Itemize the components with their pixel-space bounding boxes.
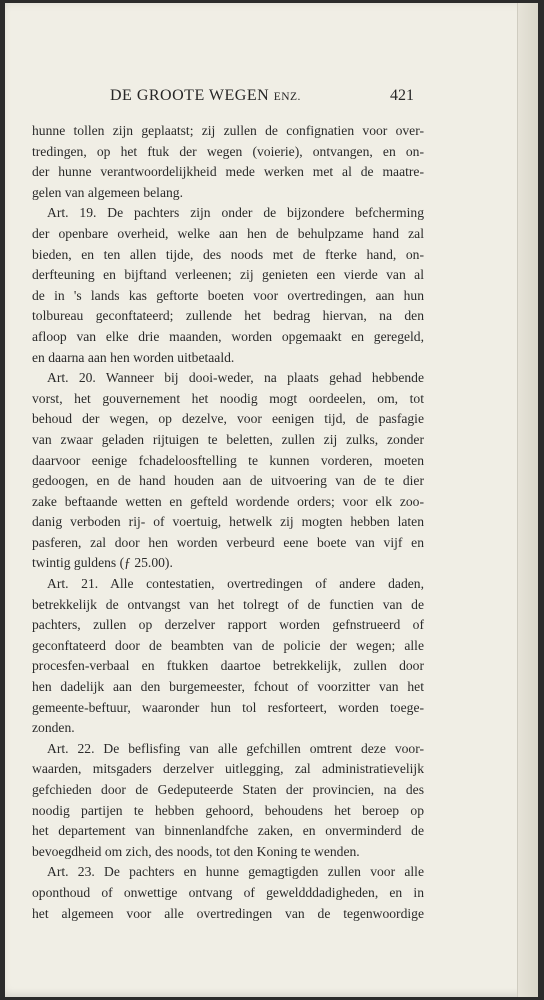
text-line: behoud der wegen, op dezelve, voor eenigen tijd, de pasfagie <box>32 411 424 427</box>
page-edge <box>517 3 538 997</box>
article-20-start: Art. 20. Wanneer bij dooi-weder, na plaats gehad hebbende <box>47 370 424 386</box>
text-line: daarvoor eenige fchadeloosftelling te kunnen vorderen, moeten <box>32 452 424 468</box>
running-title-suffix: ENZ. <box>273 91 301 103</box>
text-line: het algemeen voor alle overtredingen van de tegenwoordige <box>32 905 424 921</box>
text-line: oponthoud of onwettige ontvang of geweldddadigheden, en in <box>32 884 424 900</box>
text-line: afloop van elke drie maanden, worden opgemaakt en geregeld, <box>32 328 424 344</box>
text-line: betrekkelijk de ontvangst van het tolregt of de functien van de <box>32 596 424 612</box>
text-line: der openbare overheid, welke aan hen de behulpzame hand zal <box>32 225 424 241</box>
text-line: danig verboden rij- of voertuig, hetwelk zij mogten hebben laten <box>32 514 424 530</box>
text-line: hunne tollen zijn geplaatst; zij zullen de confignatien voor over- <box>32 123 424 138</box>
text-line: tredingen, op het ftuk der wegen (voierie), ontvangen, en on- <box>32 143 424 159</box>
text-line: gemeente-beftuur, waaronder hun tol resforteert, worden toege- <box>32 699 424 715</box>
text-line: derfteuning en bijftand verleenen; zij genieten een vierde van al <box>32 267 424 283</box>
text-line: bevoegdheid om zich, des noods, tot den Koning te wenden. <box>32 843 360 859</box>
text-line: vorst, het gouvernement het noodig mogt oordeelen, om, tot <box>32 390 424 406</box>
text-line: pachters, zullen op derzelver rapport worden gefnstrueerd of <box>32 617 424 633</box>
text-line: procesfen-verbaal en ftukken daartoe betrekkelijk, zullen door <box>32 658 424 674</box>
article-23-start: Art. 23. De pachters en hunne gemagtigden zullen voor alle <box>47 864 424 880</box>
article-19-start: Art. 19. De pachters zijn onder de bijzondere befcherming <box>47 205 424 221</box>
text-line: der hunne verantwoordelijkheid mede werken met al de maatre- <box>32 164 424 180</box>
text-line: tolbureau geconftateerd; zullende het bedrag hiervan, na den <box>32 308 424 324</box>
text-line: van zwaar geladen rijtuigen te beletten, zullen zij zulks, zonder <box>32 431 424 447</box>
body-text <box>32 121 424 924</box>
text-line: gedoogen, en de hand houden aan de uitvoering van de te dier <box>32 473 424 489</box>
text-line: bieden, en ten allen tijde, des noods met de fterke hand, on- <box>32 246 424 262</box>
running-title <box>110 87 301 105</box>
text-line: pasferen, zal door hen worden verbeurd eene boete van vijf en <box>32 534 424 550</box>
text-line: gefchieden door de Gedeputeerde Staten der provincien, na des <box>32 782 424 797</box>
text-line: het departement van binnenlandfche zaken, en onverminderd de <box>32 823 424 839</box>
text-line: waarden, mitsgaders derzelver uitlegging, zal administratievelijk <box>32 761 424 777</box>
page-header <box>110 87 432 109</box>
text-line: geconftateerd door de beambten van de policie der wegen; alle <box>32 637 424 653</box>
text-line: noodig partijen te hebben gehoord, behoudens het beroep op <box>32 802 424 818</box>
text-line: hen dadelijk aan den burgemeester, fchout of voorzitter van het <box>32 679 424 695</box>
text-line: twintig guldens (ƒ 25.00). <box>32 555 173 571</box>
text-line: gelen van algemeen belang. <box>32 184 183 200</box>
page-number: 421 <box>390 87 414 104</box>
text-line: zake beftaande wetten en gefteld wordende orders; voor elk zoo- <box>32 493 424 509</box>
text-line: en daarna aan hen worden uitbetaald. <box>32 349 235 365</box>
running-title-text: DE GROOTE WEGEN <box>110 87 270 104</box>
text-line: de in 's lands kas geftorte boeten voor overtredingen, aan hun <box>32 287 424 303</box>
article-22-start: Art. 22. De beflisfing van alle gefchillen omtrent deze voor- <box>47 740 424 756</box>
article-21-start: Art. 21. Alle contestatien, overtredingen of andere daden, <box>47 576 424 592</box>
text-line: zonden. <box>32 720 75 736</box>
